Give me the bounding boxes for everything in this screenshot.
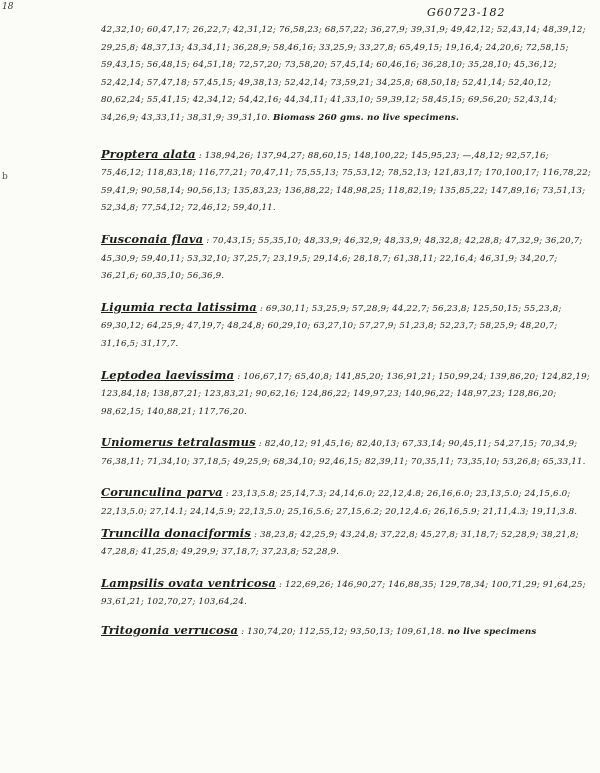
species-entry: Tritogonia verrucosa : 130,74,20; 112,55,12; 93,50,13; 109,61,18. no live specimens (101, 623, 537, 638)
species-name: Lampsilis ovata ventricosa (101, 575, 276, 590)
species-entry: Fusconaia flava : 70,43,15; 55,35,10; 48,33,9; 46,32,9; 48,33,9; 48,32,8; 42,28,8; 47,32,9; 36,20,7; 45,30,9; 59,40,11; 53,32,10; 37,25,7; 23,19,5; 29,14,6; 28,18,7; 61,38,11; 22,16,4; 46,31,9; 34,20,7; 36,21,6; 60,35,10; 56,36,9. (101, 231, 583, 282)
species-name: Truncilla donaciformis (101, 525, 251, 540)
species-measurements: 106,67,17; 65,40,8; 141,85,20; 136,91,21; 150,99,24; 139,86,20; 124,82,19; 123,84,18; 138,87,21; 123,83,21; 90,62,16; 124,86,22; 149,97,23; 140,96,22; 148,97,23; 128,86,20; 98,62,15; 140,88,21; 117,76,20. (101, 371, 590, 417)
species-note: no live specimens (447, 627, 537, 638)
species-entry: Uniomerus tetralasmus : 82,40,12; 91,45,16; 82,40,13; 67,33,14; 90,45,11; 54,27,15; 70,34,9; 76,38,11; 71,34,10; 37,18,5; 49,25,9; 68,34,10; 92,46,15; 82,39,11; 70,35,11; 73,35,10; 53,26,8; 65,33,11. (101, 435, 586, 467)
species-measurements: 138,94,26; 137,94,27; 88,60,15; 148,100,22; 145,95,23; —,48,12; 92,57,16; 75,46,12; 118,83,18; 116,77,21; 70,47,11; 75,55,13; 75,53,12; 78,52,13; 121,83,17; 170,100,17; 116,78,22; 59,41,9; 90,58,14; 90,56,13; 135,83,23; 136,88,22; 148,98,25; 118,82,19; 135,85,22; 147,89,16; 73,51,13; 52,34,8; 77,54,12; 72,46,12; 59,40,11. (101, 150, 591, 214)
species-measurements: 23,13,5.8; 25,14,7.3; 24,14,6.0; 22,12,4.8; 26,16,6.0; 23,13,5.0; 24,15,6.0; 22,13,5.0; 27,14.1; 24,14,5.9; 22,13,5.0; 25,16,5.6; 27,15,6.2; 20,12,4.6; 26,16,5.9; 21,11,4.3; 19,11,3.8. (101, 489, 578, 518)
intro-measurements: 42,32,10; 60,47,17; 26,22,7; 42,31,12; 76,58,23; 68,57,22; 36,27,9; 39,31,9; 49,42,12; 52,43,14; 48,39,12; 29,25,8; 48,37,13; 43,34,11; 36,28,9; 58,46,16; 33,25,9; 33,27,8; 65,49,15; 19,16,4; 24,20,6; 72,58,15; 59,43,15; 56,48,15; 64,51,18; 72,57,20; 73,58,20; 57,45,14; 60,46,16; 36,28,10; 35,28,10; 45,36,12; 52,42,14; 57,47,18; 57,45,15; 49,38,13; 52,42,14; 73,59,21; 34,25,8; 68,50,18; 52,41,14; 52,40,12; 80,62,24; 55,41,15; 42,34,12; 54,42,16; 44,34,11; 41,33,10; 59,39,12; 58,45,15; 69,56,20; 52,43,14; 34,26,9; 43,33,11; 38,31,9; 39,31,10. (101, 25, 586, 123)
species-name: Fusconaia flava (101, 231, 204, 246)
page-number: 18 (2, 2, 14, 12)
species-entry: Corunculina parva : 23,13,5.8; 25,14,7.3; 24,14,6.0; 22,12,4.8; 26,16,6.0; 23,13,5.0; 24,15,6.0; 22,13,5.0; 27,14.1; 24,14,5.9; 22,13,5.0; 25,16,5.6; 27,15,6.2; 20,12,4.6; 26,16,5.9; 21,11,4.3; 19,11,3.8. (101, 485, 578, 518)
species-name: Ligumia recta latissima (101, 299, 257, 314)
species-measurements: 69,30,11; 53,25,9; 57,28,9; 44,22,7; 56,23,8; 125,50,15; 55,23,8; 69,30,12; 64,25,9; 47,19,7; 48,24,8; 60,29,10; 63,27,10; 57,27,9; 51,23,8; 52,23,7; 58,25,9; 48,20,7; 31,16,5; 31,17,7. (101, 303, 562, 349)
notes-body (101, 22, 593, 642)
intro-note: Biomass 260 gms. no live specimens. (273, 112, 460, 123)
species-entry: Lampsilis ovata ventricosa : 122,69,26; 146,90,27; 146,88,35; 129,78,34; 100,71,29; 91,64,25; 93,61,21; 102,70,27; 103,64,24. (101, 575, 586, 608)
species-name: Uniomerus tetralasmus (101, 435, 256, 450)
margin-mark: b (2, 172, 8, 182)
species-name: Corunculina parva (101, 485, 223, 500)
species-entry: Ligumia recta latissima : 69,30,11; 53,25,9; 57,28,9; 44,22,7; 56,23,8; 125,50,15; 55,23,8; 69,30,12; 64,25,9; 47,19,7; 48,24,8; 60,29,10; 63,27,10; 57,27,9; 51,23,8; 52,23,7; 58,25,9; 48,20,7; 31,16,5; 31,17,7. (101, 299, 562, 349)
species-entry: Leptodea laevissima : 106,67,17; 65,40,8; 141,85,20; 136,91,21; 150,99,24; 139,86,20; 124,82,19; 123,84,18; 138,87,21; 123,83,21; 90,62,16; 124,86,22; 149,97,23; 140,96,22; 148,97,23; 128,86,20; 98,62,15; 140,88,21; 117,76,20. (101, 367, 590, 417)
species-name: Proptera alata (101, 146, 196, 161)
intro-block (101, 22, 593, 128)
species-measurements: 122,69,26; 146,90,27; 146,88,35; 129,78,34; 100,71,29; 91,64,25; 93,61,21; 102,70,27; 103,64,24. (101, 579, 586, 608)
species-entry: Proptera alata : 138,94,26; 137,94,27; 88,60,15; 148,100,22; 145,95,23; —,48,12; 92,57,16; 75,46,12; 118,83,18; 116,77,21; 70,47,11; 75,55,13; 75,53,12; 78,52,13; 121,83,17; 170,100,17; 116,78,22; 59,41,9; 90,58,14; 90,56,13; 135,83,23; 136,88,22; 148,98,25; 118,82,19; 135,85,22; 147,89,16; 73,51,13; 52,34,8; 77,54,12; 72,46,12; 59,40,11. (101, 146, 591, 214)
species-name: Leptodea laevissima (101, 367, 235, 382)
species-name: Tritogonia verrucosa (101, 623, 239, 638)
document-id: G60723-182 (427, 6, 506, 19)
species-measurements: 130,74,20; 112,55,12; 93,50,13; 109,61,18. (247, 627, 445, 638)
species-measurements: 70,43,15; 55,35,10; 48,33,9; 46,32,9; 48,33,9; 48,32,8; 42,28,8; 47,32,9; 36,20,7; 45,30,9; 59,40,11; 53,32,10; 37,25,7; 23,19,5; 29,14,6; 28,18,7; 61,38,11; 22,16,4; 46,31,9; 34,20,7; 36,21,6; 60,35,10; 56,36,9. (101, 235, 583, 282)
species-measurements: 38,23,8; 42,25,9; 43,24,8; 37,22,8; 45,27,8; 31,18,7; 52,28,9; 38,21,8; 47,28,8; 41,25,8; 49,29,9; 37,18,7; 37,23,8; 52,28,9. (101, 529, 579, 558)
species-entry: Truncilla donaciformis : 38,23,8; 42,25,9; 43,24,8; 37,22,8; 45,27,8; 31,18,7; 52,28,9; 38,21,8; 47,28,8; 41,25,8; 49,29,9; 37,18,7; 37,23,8; 52,28,9. (101, 525, 579, 558)
species-measurements: 82,40,12; 91,45,16; 82,40,13; 67,33,14; 90,45,11; 54,27,15; 70,34,9; 76,38,11; 71,34,10; 37,18,5; 49,25,9; 68,34,10; 92,46,15; 82,39,11; 70,35,11; 73,35,10; 53,26,8; 65,33,11. (101, 439, 586, 467)
